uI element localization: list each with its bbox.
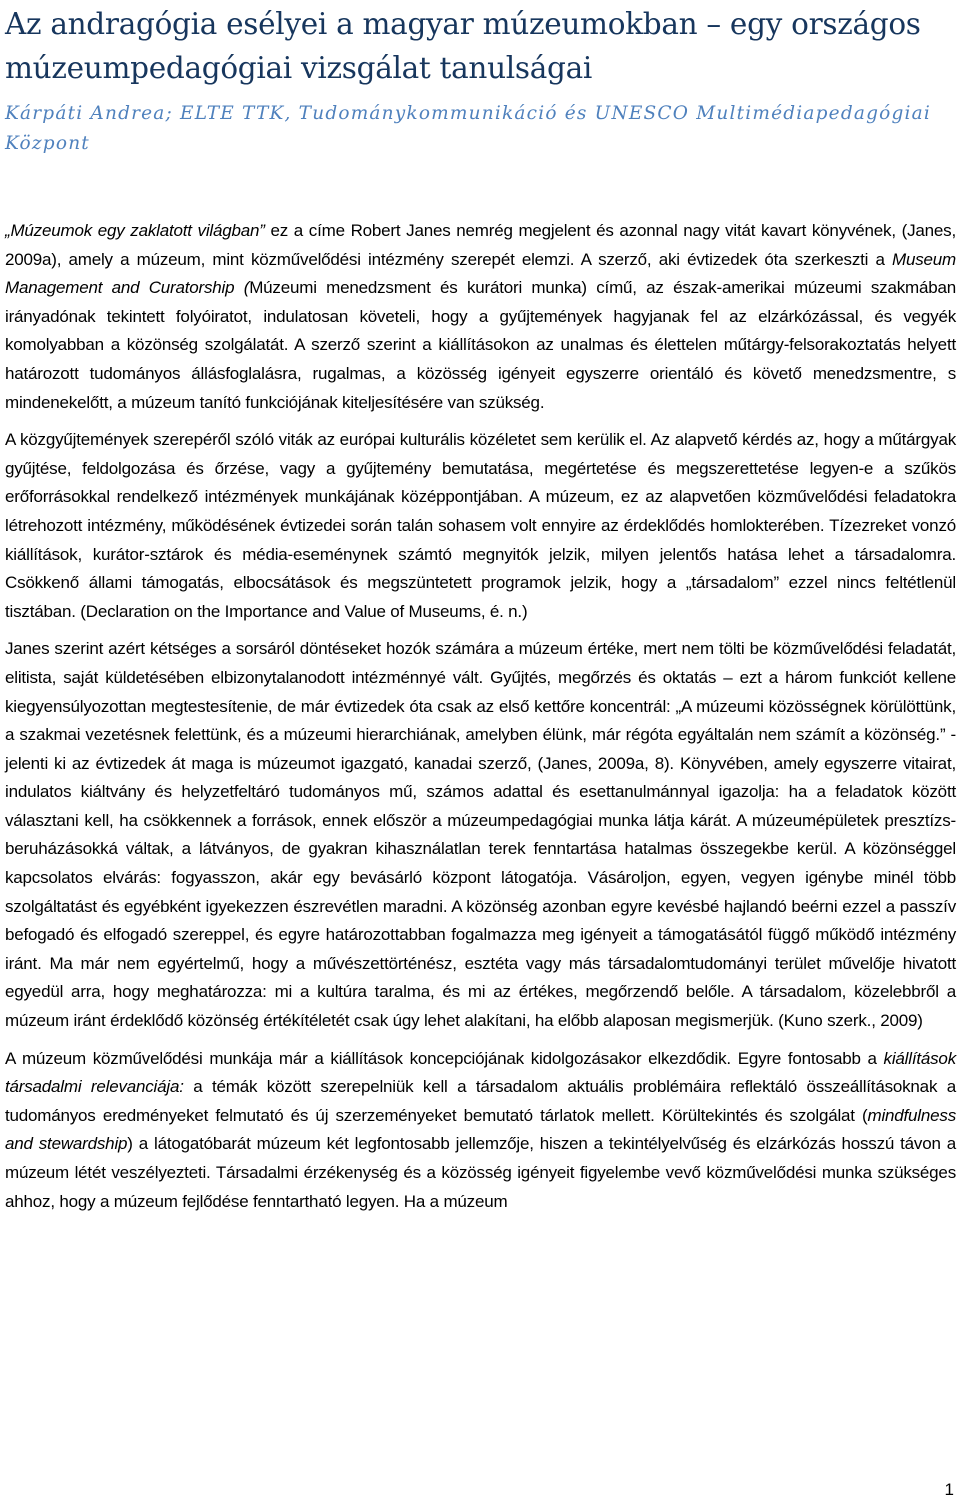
- paragraph-1-text-a: ez a címe Robert Janes nemrég megjelent és azonnal nagy vitát kavart könyvének, (Janes, 2009a), amely a múzeum, mint közművelődési intézmény szerepét elemzi. A szerző, aki évtizedek óta szerkeszti a: [5, 221, 956, 269]
- paragraph-4: [5, 1045, 956, 1217]
- paragraph-3: Janes szerint azért kétséges a sorsáról döntéseket hozók számára a múzeum értéke, mert nem tölti be közművelődési feladatát, elitista, saját küldetésében elbizonytalanodott intézménnyé vált. Gyűjtés, megőrzés és oktatás – ezt a három funkciót kellene kiegyensúlyozottan megtestesítenie, de már évtizedek óta csak az első kettőre koncentrál: „A múzeumi közösségnek körülöttünk, a szakmai vezetésnek felettünk, és a múzeumi hierarchiának, amelyben élünk, már régóta egyáltalán nem számít a közönség.” - jelenti ki az évtizedek át maga is múzeumot igazgató, kanadai szerző, (Janes, 2009a, 8). Könyvében, amely egyszerre vitairat, indulatos kiáltvány és helyzetfeltáró tudományos mű, számos adattal és esettanulmánnyal igazolja: ha a feladatok között választani kell, ha csökkennek a források, ennek először a múzeumpedagógiai munka látja kárát. A múzeumépületek presztízs-beruházásokká váltak, a látványos, de gyakran kihasználatlan terek fenntartása hatalmas összegekbe kerül. A közönséggel kapcsolatos elvárás: fogyasszon, akár egy bevásárló központ látogatója. Vásároljon, egyen, vegyen igénybe minél több szolgáltatást és egyébként igyekezzen észrevétlen maradni. A közönség azonban egyre kevésbé hajlandó beérni ezzel a passzív befogadó és elfogadó szereppel, és egyre határozottabban fogalmazza meg igényeit a támogatásától függő működő intézmény iránt. Ma már nem egyértelmű, hogy a művészettörténész, esztéta vagy más társadalomtudományi terület művelője hivatott egyedül arra, hogy meghatározza: mi a kultúra taralma, és mi az értékes, megőrzendő belőle. A társadalom, közelebbről a múzeum iránt érdeklődő közönség értékítéletét csak úgy lehet alakítani, ha előbb alaposan megismerjük. (Kuno szerk., 2009): [5, 639, 956, 1031]
- book-title: „Múzeumok egy zaklatott világban”: [5, 221, 265, 240]
- paragraph-1-text-b: Múzeumi menedzsment és kurátori munka) című, az észak-amerikai múzeumi szakmában irányadónak tekintett folyóiratot, indulatosan követeli, hogy a gyűjtemények hagyjanak fel az elzárkózással, és vegyék komolyabban a közönség szolgálatát. A szerző szerint a kiállításokon az unalmas és élettelen műtárgy-felsorakoztatás helyett határozott tudományos állásfoglalásra, rugalmas, a közösség igényeit egyszerre orientáló és követő menedzsmentre, s mindenekelőtt, a múzeum tanító funkciójának kiteljesítésére van szükség.: [5, 278, 956, 412]
- paragraph-4-text-a: A múzeum közművelődési munkája már a kiállítások koncepciójának kidolgozásakor elkezdődik. Egyre fontosabb a: [5, 1048, 884, 1068]
- document-title: Az andragógia esélyei a magyar múzeumokban – egy országos múzeumpedagógiai vizsgálat tanulságai: [5, 7, 921, 85]
- paragraph-4-text-c: ) a látogatóbarát múzeum két legfontosabb jellemzője, hiszen a tekintélyelvűség és elzárkózás hosszú távon a múzeum létét veszélyezteti. Társadalmi érzékenység és a közösség igényeit figyelembe vevő közművelődési munka szükséges ahhoz, hogy a múzeum fejlődése fenntartható legyen. Ha a múzeum: [5, 1134, 956, 1211]
- document-body: [5, 217, 956, 1216]
- journal-title: Museum Management and Curatorship (: [5, 249, 956, 298]
- document-page: [5, 0, 956, 1225]
- emphasis-mindfulness: mindfulness and stewardship: [5, 1105, 956, 1154]
- paragraph-2: A közgyűjtemények szerepéről szóló viták az európai kulturális közéletet sem kerülik el. Az alapvető kérdés az, hogy a műtárgyak gyűjtése, feldolgozása és őrzése, vagy a gyűjtemény bemutatása, megértetése és megszerettetése legyen-e a szűkös erőforrásokkal rendelkező intézmények munkájának középpontjában. A múzeum, ez az alapvetően közművelődési feladatokra létrehozott intézmény, működésének évtizedei során talán sohasem volt ennyire az érdeklődés homlokterében. Tízezreket vonzó kiállítások, kurátor-sztárok és média-eseménynek számtó megnyitók jelzik, milyen jelentős hatása lehet a társadalomra. Csökkenő állami támogatás, elbocsátások és megszüntetett programok jelzik, hogy a „társadalom” ezzel nincs feltétlenül tisztában. (Declaration on the Importance and Value of Museums, é. n.): [5, 430, 956, 621]
- paragraph-1: [5, 217, 956, 417]
- emphasis-relevance: kiállítások társadalmi relevanciája:: [5, 1048, 956, 1097]
- author-affiliation: Kárpáti Andrea; ELTE TTK, Tudománykommunikáció és UNESCO Multimédiapedagógiai Központ: [5, 103, 931, 154]
- paragraph-4-text-b: a témák között szerepelniük kell a társadalom aktuális problémáira reflektáló összeállításoknak a tudományos eredményeket felmutató és új szerzeményeket bemutató tárlatok mellett. Körültekintés és szolgálat (: [5, 1077, 956, 1125]
- page-number: 1: [944, 1480, 954, 1499]
